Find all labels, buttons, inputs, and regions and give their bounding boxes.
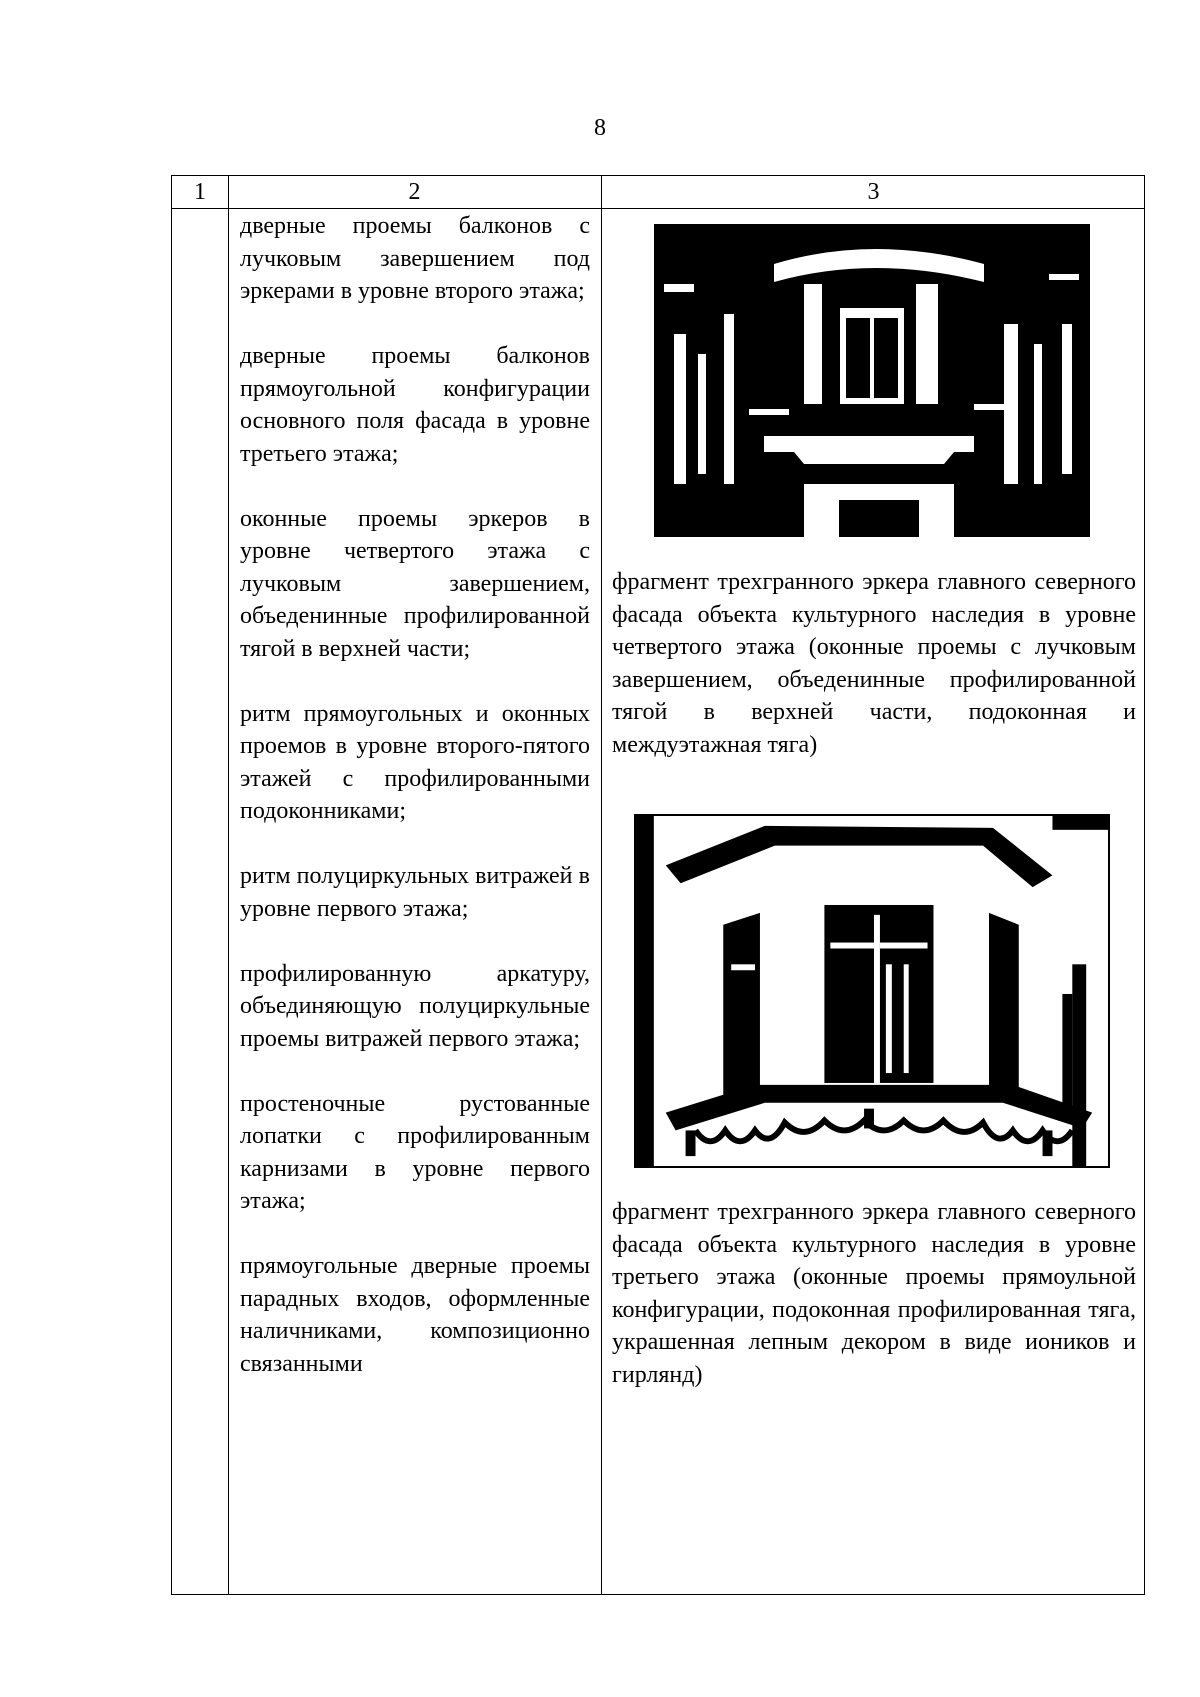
column-divider (228, 176, 229, 1594)
column-header-3: 3 (867, 179, 880, 205)
header-row-divider (172, 208, 1144, 209)
list-item: профилированную аркатуру, объединяющую полуциркульные проемы витражей первого этажа; (240, 960, 590, 1052)
bay-window-photo-third-floor (634, 814, 1110, 1168)
monument-elements-table (171, 175, 1145, 1595)
photo-caption-third-floor: фрагмент трехгранного эркера главного северного фасада объекта культурного наследия в уровне третьего этажа (оконные проемы прямоульной конфигурации, подоконная профилированная тяга, украшенная лепным декором в виде иоников и гирлянд) (612, 1199, 1136, 1388)
list-item: прямоугольные дверные проемы парадных входов, оформленные наличниками, композиционно связанными (240, 1253, 590, 1377)
photo-caption-fourth-floor: фрагмент трехгранного эркера главного северного фасада объекта культурного наследия в уровне четвертого этажа (оконные проемы с лучковым завершением, объеденинные профилированной тягой в верхней части, подоконная и междуэтажная тяга) (612, 569, 1136, 758)
page-number: 8 (594, 115, 606, 141)
bay-window-photo-fourth-floor (654, 224, 1090, 537)
list-item: ритм полуциркульных витражей в уровне первого этажа; (240, 863, 590, 922)
list-item: дверные проемы балконов прямоугольной конфигурации основного поля фасада в уровне третьего этажа; (240, 343, 590, 467)
column-divider (601, 176, 602, 1594)
list-item: ритм прямоугольных и оконных проемов в уровне второго-пятого этажей с профилированными подоконниками; (240, 700, 590, 824)
column-header-1: 1 (194, 179, 206, 205)
list-item: простеночные рустованные лопатки с профилированным карнизами в уровне первого этажа; (240, 1090, 590, 1214)
list-item: дверные проемы балконов с лучковым завершением под эркерами в уровне второго этажа; (240, 213, 590, 304)
elements-list (240, 210, 590, 1380)
column-header-2: 2 (408, 179, 421, 205)
list-item: оконные проемы эркеров в уровне четвертого этажа с лучковым завершением, объеденинные профилированной тягой в верхней части; (240, 505, 590, 662)
